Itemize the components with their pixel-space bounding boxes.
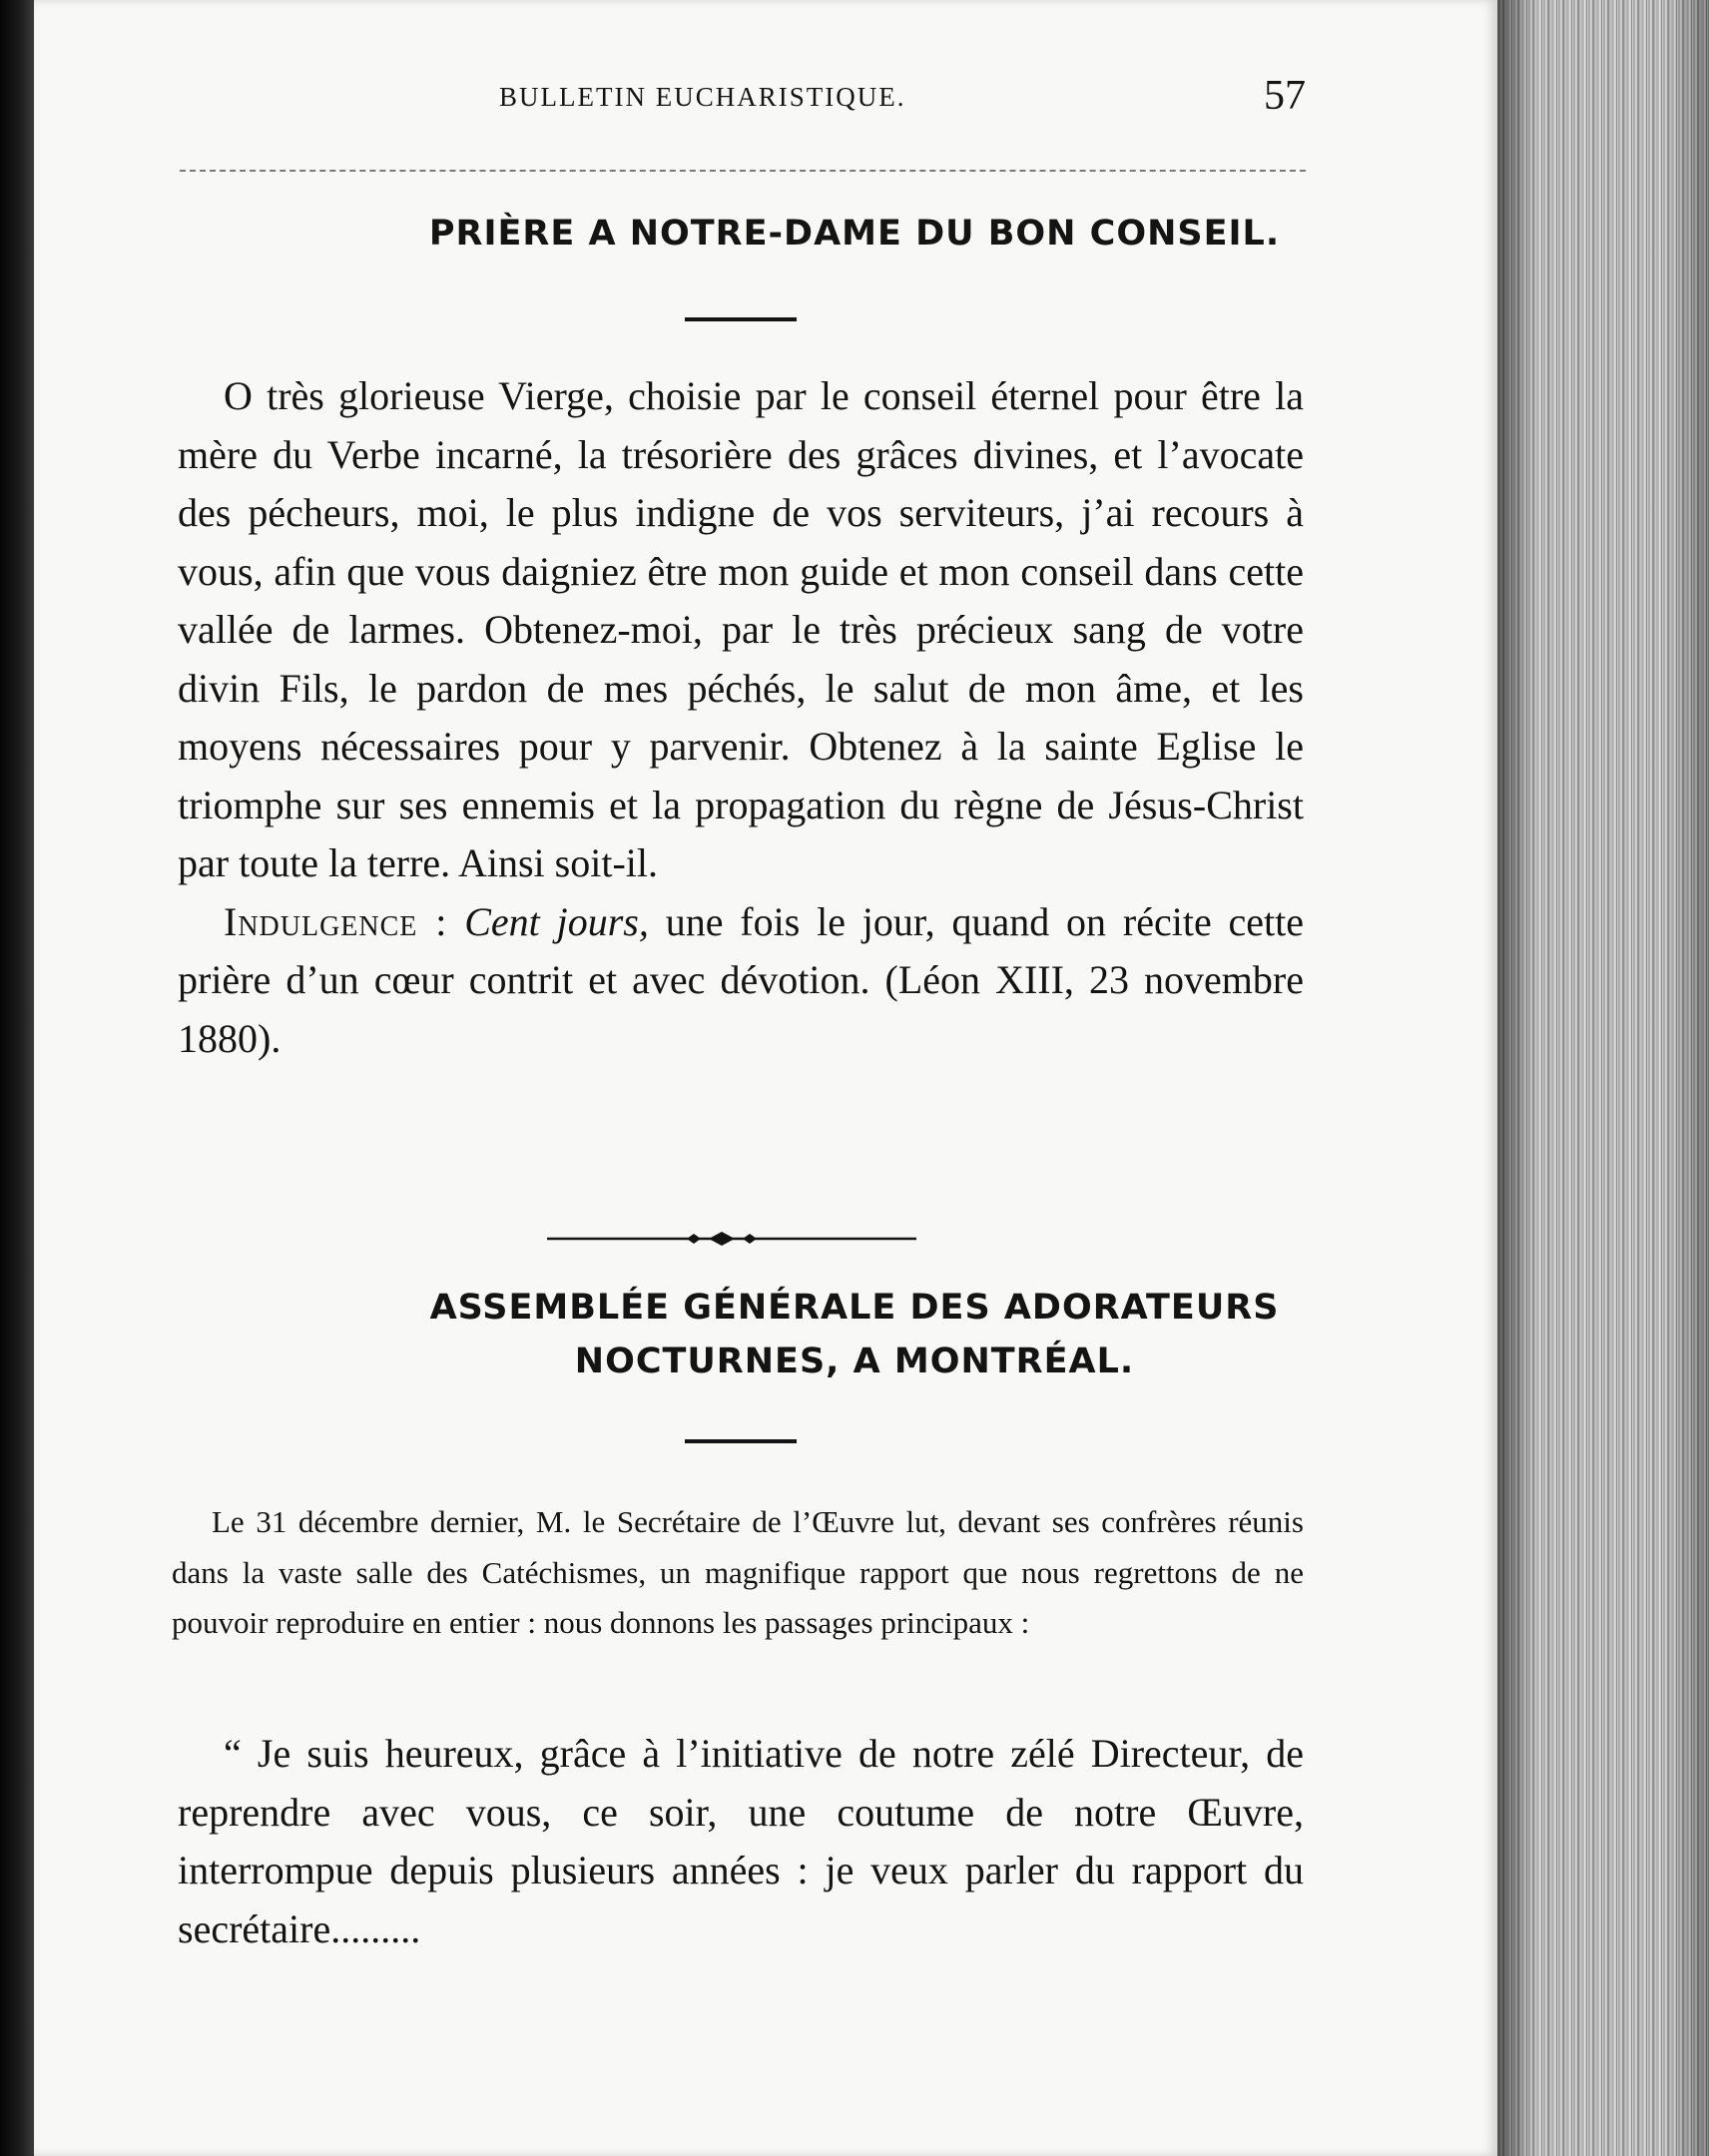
prayer-paragraph: O très glorieuse Vierge, choisie par le conseil éternel pour être la mère du Verbe incarné, la trésorière des grâces divines, et l’avocate des pécheurs, moi, le plus indigne de vos serviteurs, j’ai recours à vous, afin que vous daigniez être mon guide et mon conseil dans cette vallée de larmes. Obtenez-moi, par le très précieux sang de votre divin Fils, le pardon de mes péchés, le salut de mon âme, et les moyens nécessaires pour y parvenir. Obtenez à la sainte Eglise le triomphe sur ses ennemis et la propagation du règne de Jésus-Christ par toute la terre. Ainsi soit-il. [178,373,1304,885]
indulgence-paragraph [178,893,1304,1069]
indulgence-days: Cent jours, [464,898,649,944]
indulgence-label: Indulgence : [224,898,448,944]
report-quote-paragraph: “ Je suis heureux, grâce à l’initiative de notre zélé Directeur, de reprendre avec vous, ce soir, une coutume de notre Œuvre, interrompue depuis plusieurs années : je veux parler du rapport du secrétaire......... [178,1731,1304,1951]
section-title-assemblee-line2: NOCTURNES, A MONTRÉAL. [574,1342,1135,1381]
title-rule [685,1439,797,1443]
indulgence-text: une fois le jour, quand on récite cette prière d’un cœur contrit et avec dévotion. (Léon XIII, 23 novembre 1880). [178,898,1305,1061]
running-head: BULLETIN EUCHARISTIQUE. [499,82,906,112]
prayer-text-block [178,367,1304,1068]
section-title-assemblee-line1: ASSEMBLÉE GÉNÉRALE DES ADORATEURS [429,1288,1280,1328]
book-gutter-edge [0,0,34,2156]
report-intro-block [172,1497,1304,1649]
page-number: 57 [1264,73,1306,119]
report-quote-block [178,1725,1304,1958]
header-rule [180,170,1306,172]
page-stack-edge [1497,0,1709,2156]
title-rule [685,317,797,321]
section-title-priere: PRIÈRE A NOTRE-DAME DU BON CONSEIL. [428,214,1281,254]
report-intro-paragraph: Le 31 décembre dernier, M. le Secrétaire de l’Œuvre lut, devant ses confrères réunis dans la vaste salle des Catéchismes, un magnifique rapport que nous regrettons de ne pouvoir reproduire en entier : nous donnons les passages principaux : [172,1504,1304,1640]
fleuron-ornament-divider [547,1224,916,1254]
